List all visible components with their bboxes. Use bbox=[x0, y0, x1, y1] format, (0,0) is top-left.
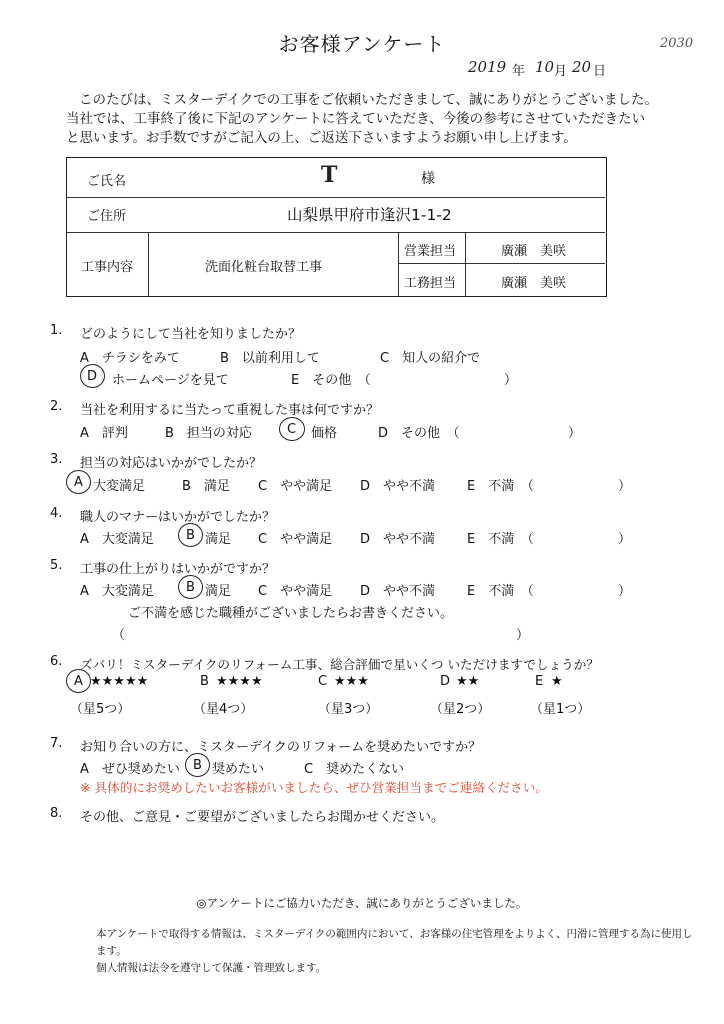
option-d[interactable]: D やや不満 bbox=[360, 479, 436, 494]
option-d[interactable]: D その他 （ bbox=[378, 426, 460, 441]
rating-stars[interactable]: ★★★★★ bbox=[90, 674, 149, 689]
name-suffix: 様 bbox=[421, 171, 435, 187]
selected-circle-mark bbox=[80, 364, 105, 388]
thanks-text: ◎アンケートにご協力いただき、誠にありがとうございました。 bbox=[196, 896, 528, 910]
option-a-text[interactable]: 大変満足 bbox=[93, 479, 146, 494]
privacy-line-1: 本アンケートで取得する情報は、ミスターデイクの範囲内において、お客様の住宅管理をよりよく、円滑に管理する為に使用します。 bbox=[96, 928, 693, 957]
option-e[interactable]: E 不満 （ bbox=[467, 532, 534, 547]
option-e-close: ） bbox=[618, 479, 632, 494]
dissatisfaction-note: ご不満を感じた職種がございましたらお書きください。 bbox=[128, 606, 454, 621]
option-d-text[interactable]: ホームページを見て bbox=[112, 373, 229, 388]
rating-option-letter[interactable]: B bbox=[200, 674, 209, 689]
option-b-letter[interactable]: B bbox=[186, 528, 195, 543]
sales-label: 営業担当 bbox=[404, 244, 457, 259]
option-b-text[interactable]: 奨めたい bbox=[212, 762, 265, 777]
selected-circle-mark bbox=[66, 470, 91, 494]
row-divider bbox=[67, 197, 605, 198]
intro-line-2: 当社では、工事終了後に下記のアンケートに答えていただき、今後の参考にさせていただきたい bbox=[66, 111, 646, 127]
engineering-value: 廣瀬 美咲 bbox=[501, 276, 567, 291]
rating-option-letter[interactable]: C bbox=[318, 674, 328, 689]
selected-circle-mark bbox=[185, 753, 210, 777]
option-c-letter[interactable]: C bbox=[287, 422, 297, 437]
privacy-notice bbox=[96, 926, 696, 977]
option-c[interactable]: C 奨めたくない bbox=[304, 762, 405, 777]
rating-label: （星5つ） bbox=[70, 702, 131, 717]
option-b-letter[interactable]: B bbox=[186, 580, 195, 595]
option-b[interactable]: B 以前利用して bbox=[220, 351, 320, 366]
question-number: 5. bbox=[50, 558, 63, 573]
date-month-unit: 月 bbox=[554, 64, 568, 79]
option-d[interactable]: D やや不満 bbox=[360, 584, 436, 599]
intro-line-1: このたびは、ミスターデイクでの工事をご依頼いただきまして、誠にありがとうございました。 bbox=[79, 92, 659, 108]
option-e-close: ） bbox=[504, 373, 518, 388]
question-number: 6. bbox=[50, 654, 63, 669]
name-value: T bbox=[321, 162, 338, 188]
engineering-label: 工務担当 bbox=[404, 276, 457, 291]
col-divider bbox=[148, 232, 149, 296]
selected-circle-mark bbox=[178, 575, 203, 599]
intro-text bbox=[66, 91, 696, 148]
date-year: 2019 bbox=[468, 58, 507, 76]
selected-circle-mark bbox=[178, 523, 203, 547]
option-b-text[interactable]: 満足 bbox=[205, 584, 232, 599]
option-b[interactable]: B 満足 bbox=[182, 479, 230, 494]
work-label: 工事内容 bbox=[81, 260, 134, 275]
option-a[interactable]: A 評判 bbox=[80, 426, 128, 441]
option-d[interactable]: D やや不満 bbox=[360, 532, 436, 547]
question-number: 1. bbox=[50, 323, 63, 338]
option-a[interactable]: A ぜひ奨めたい bbox=[80, 762, 180, 777]
question-text: 当社を利用するに当たって重視した事は何ですか？ bbox=[80, 403, 380, 418]
option-e[interactable]: E 不満 （ bbox=[467, 584, 534, 599]
rating-label: （星1つ） bbox=[530, 702, 591, 717]
name-label: ご氏名 bbox=[87, 174, 127, 189]
col-divider bbox=[398, 232, 399, 296]
rating-label: （星3つ） bbox=[318, 702, 379, 717]
question-text: どのようにして当社を知りましたか？ bbox=[80, 327, 302, 342]
question-text: ズバリ！ミスターデイクのリフォーム工事、総合評価で星いくつ いただけますでしょうか？ bbox=[80, 657, 599, 672]
privacy-line-2: 個人情報は法令を遵守して保護・管理致します。 bbox=[96, 962, 327, 974]
rating-option-letter[interactable]: A bbox=[74, 674, 83, 689]
handwritten-corner-note: 2030 bbox=[660, 36, 694, 51]
date-month: 10 bbox=[535, 58, 555, 76]
option-d-close: ） bbox=[568, 426, 582, 441]
rating-stars[interactable]: ★★ bbox=[456, 674, 480, 689]
question-number: 3. bbox=[50, 452, 63, 467]
option-a[interactable]: A チラシをみて bbox=[80, 351, 180, 366]
date-year-unit: 年 bbox=[512, 64, 526, 79]
question-number: 4. bbox=[50, 506, 63, 521]
answer-paren-close: ） bbox=[516, 628, 530, 643]
option-c[interactable]: C やや満足 bbox=[258, 479, 333, 494]
rating-stars[interactable]: ★ bbox=[551, 674, 563, 689]
option-a[interactable]: A 大変満足 bbox=[80, 584, 154, 599]
address-value: 山梨県甲府市逢沢1-1-2 bbox=[287, 206, 452, 224]
option-e-close: ） bbox=[618, 532, 632, 547]
date-day-unit: 日 bbox=[593, 64, 607, 79]
option-e[interactable]: E 不満 （ bbox=[467, 479, 534, 494]
row-divider bbox=[398, 263, 605, 264]
work-value: 洗面化粧台取替工事 bbox=[205, 260, 323, 275]
option-c[interactable]: C 知人の紹介で bbox=[380, 351, 481, 366]
option-c[interactable]: C やや満足 bbox=[258, 584, 333, 599]
comment-area[interactable] bbox=[80, 828, 640, 886]
question-number: 2. bbox=[50, 399, 63, 414]
rating-label: （星2つ） bbox=[430, 702, 491, 717]
option-b-letter[interactable]: B bbox=[193, 758, 202, 773]
option-a[interactable]: A 大変満足 bbox=[80, 532, 154, 547]
survey-title: お客様アンケート bbox=[278, 32, 446, 56]
rating-stars[interactable]: ★★★ bbox=[334, 674, 369, 689]
referral-note: ※ 具体的にお奨めしたいお客様がいましたら、ぜひ営業担当までご連絡ください。 bbox=[80, 780, 548, 795]
option-d-letter[interactable]: D bbox=[87, 369, 98, 384]
col-divider bbox=[465, 232, 466, 296]
option-c[interactable]: C やや満足 bbox=[258, 532, 333, 547]
option-a-letter[interactable]: A bbox=[74, 475, 83, 490]
question-text: お知り合いの方に、ミスターデイクのリフォームを奨めたいですか？ bbox=[80, 740, 482, 755]
date-day: 20 bbox=[572, 58, 592, 76]
rating-option-letter[interactable]: D bbox=[440, 674, 451, 689]
option-e-close: ） bbox=[618, 584, 632, 599]
option-e[interactable]: E その他 （ bbox=[291, 373, 371, 388]
rating-label: （星4つ） bbox=[193, 702, 254, 717]
selected-circle-mark bbox=[279, 417, 305, 441]
sales-value: 廣瀬 美咲 bbox=[501, 244, 567, 259]
option-b[interactable]: B 担当の対応 bbox=[165, 426, 252, 441]
option-c-text[interactable]: 価格 bbox=[311, 426, 338, 441]
answer-paren-open[interactable]: （ bbox=[112, 628, 126, 643]
rating-option-letter[interactable]: E bbox=[535, 674, 544, 689]
question-number: 8. bbox=[50, 806, 63, 821]
address-label: ご住所 bbox=[87, 209, 127, 224]
question-text: 職人のマナーはいかがでしたか？ bbox=[80, 510, 276, 525]
question-number: 7. bbox=[50, 736, 63, 751]
customer-info-table bbox=[66, 157, 607, 297]
intro-line-3: と思います。お手数ですがご記入の上、ご返送下さいますようお願い申し上げます。 bbox=[66, 130, 577, 146]
question-text: 担当の対応はいかがでしたか？ bbox=[80, 456, 263, 471]
question-text: その他、ご意見・ご要望がございましたらお聞かせください。 bbox=[80, 810, 445, 825]
question-text: 工事の仕上がりはいかがですか？ bbox=[80, 562, 276, 577]
rating-stars[interactable]: ★★★★ bbox=[216, 674, 263, 689]
option-b-text[interactable]: 満足 bbox=[205, 532, 232, 547]
